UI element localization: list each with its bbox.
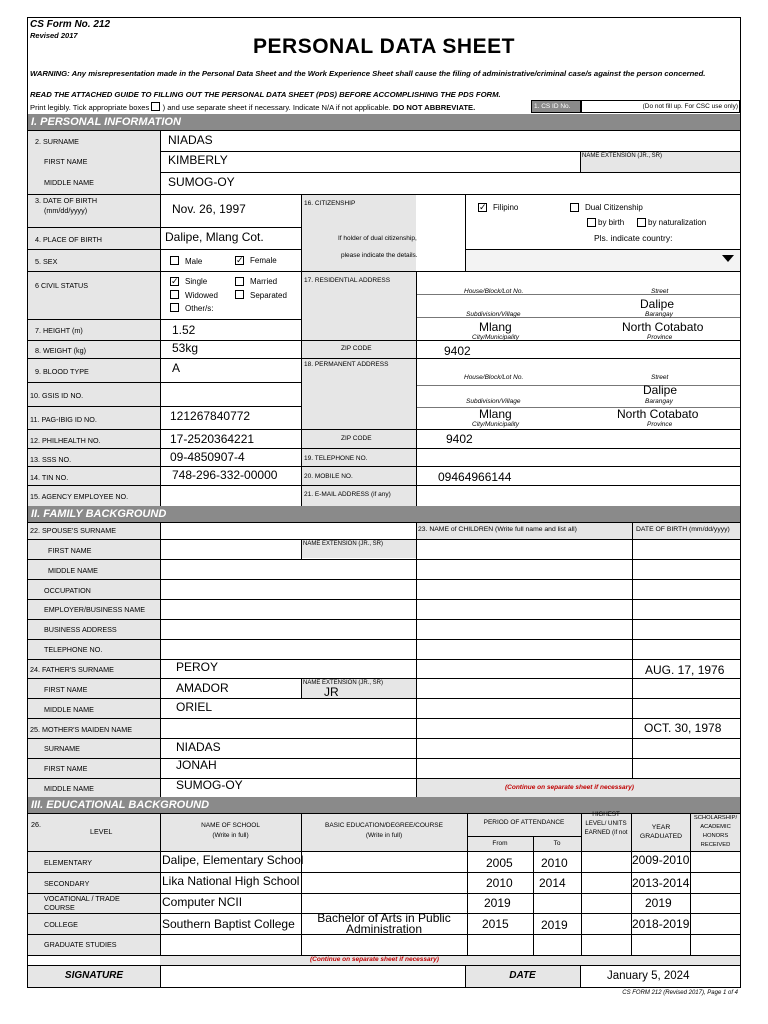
label-name-extension: NAME EXTENSION (JR., SR) [582, 153, 663, 159]
edu-header-school-sub: (Write in full) [212, 832, 249, 839]
edu-level-graduate: GRADUATE STUDIES [44, 940, 117, 949]
value-res-city[interactable]: Mlang [479, 320, 512, 334]
label-indicate-country: Pls. indicate country: [594, 233, 673, 243]
section-family-background: II. FAMILY BACKGROUND [28, 506, 740, 522]
edu-year-college[interactable]: 2018-2019 [632, 917, 690, 931]
edu-header-course: BASIC EDUCATION/DEGREE/COURSE [325, 822, 443, 829]
checkbox-filipino[interactable]: ✓ [479, 202, 487, 212]
label-separated: Separated [250, 291, 287, 300]
cs-id-label: 1. CS ID No. [531, 100, 581, 113]
label-spouse-telephone: TELEPHONE NO. [44, 645, 103, 654]
form-number: CS Form No. 212 [30, 19, 111, 30]
sub-city-perm: City/Municipality [472, 421, 519, 428]
value-perm-barangay[interactable]: Dalipe [643, 383, 678, 397]
print-legibly-text [30, 101, 475, 112]
label-weight: 8. WEIGHT (kg) [35, 346, 86, 355]
edu-number: 26. [31, 820, 41, 829]
print-legibly-a: Print legibly. Tick appropriate boxes [30, 103, 150, 112]
label-employer: EMPLOYER/BUSINESS NAME [44, 605, 146, 614]
label-mother-first: FIRST NAME [44, 764, 88, 773]
label-spouse-surname: 22. SPOUSE'S SURNAME [30, 526, 117, 535]
label-agency-employee: 15. AGENCY EMPLOYEE NO. [30, 492, 129, 501]
value-res-province[interactable]: North Cotabato [622, 320, 704, 334]
edu-year-secondary[interactable]: 2013-2014 [632, 876, 690, 890]
page-title: PERSONAL DATA SHEET [253, 35, 515, 58]
date-label: DATE [509, 970, 536, 981]
edu-from-elementary[interactable]: 2005 [486, 856, 513, 870]
edu-header-year: YEAR GRADUATED [639, 824, 683, 840]
label-male: Male [185, 257, 203, 266]
checkbox-dual[interactable] [570, 203, 579, 212]
value-surname[interactable]: NIADAS [168, 133, 213, 147]
sub-city-res: City/Municipality [472, 334, 519, 341]
label-business-address: BUSINESS ADDRESS [44, 625, 117, 634]
edu-to-elementary[interactable]: 2010 [541, 856, 568, 870]
value-blood-type[interactable]: A [172, 361, 181, 375]
edu-header-to: To [553, 840, 561, 847]
edu-from-vocational[interactable]: 2019 [484, 896, 511, 910]
label-married: Married [250, 277, 278, 286]
dual-note-1: If holder of dual citizenship, [338, 235, 417, 242]
label-filipino: Filipino [493, 203, 519, 212]
value-res-barangay[interactable]: Dalipe [640, 297, 675, 311]
label-middle-name: MIDDLE NAME [44, 178, 94, 187]
checkbox-separated[interactable] [235, 290, 244, 299]
edu-header-honors: SCHOLARSHIP/ ACADEMIC HONORS RECEIVED [693, 815, 738, 848]
edu-header-from: From [492, 840, 508, 847]
label-spouse-first: FIRST NAME [48, 546, 92, 555]
family-continue-note: (Continue on separate sheet if necessary) [505, 784, 634, 791]
dual-note-2: please indicate the details. [341, 252, 418, 259]
value-dob[interactable]: Nov. 26, 1997 [172, 202, 246, 216]
edu-school-elementary[interactable]: Dalipe, Elementary School [162, 853, 304, 867]
value-mother-surname[interactable]: NIADAS [176, 740, 221, 754]
sub-subdivision-res: Subdivision/Village [466, 311, 521, 318]
label-first-name: FIRST NAME [44, 157, 88, 166]
value-mobile[interactable]: 09464966144 [438, 470, 512, 484]
value-mother-first[interactable]: JONAH [176, 758, 217, 772]
label-sex: 5. SEX [35, 257, 58, 266]
edu-header-period: PERIOD OF ATTENDANCE [483, 819, 565, 826]
value-perm-zip[interactable]: 9402 [446, 432, 473, 446]
edu-header-level: LEVEL [90, 827, 113, 836]
label-single: Single [185, 277, 208, 286]
checkbox-male[interactable] [170, 256, 179, 265]
label-spouse-middle: MIDDLE NAME [48, 566, 98, 575]
label-by-birth: by birth [598, 218, 625, 227]
label-mother-middle: MIDDLE NAME [44, 784, 94, 793]
sub-subdivision-perm: Subdivision/Village [466, 398, 521, 405]
label-spouse-ext: NAME EXTENSION (JR., SR) [303, 541, 384, 547]
value-father-first[interactable]: AMADOR [176, 681, 229, 695]
label-mother-surname: SURNAME [44, 744, 80, 753]
value-child-dob-2[interactable]: OCT. 30, 1978 [644, 721, 722, 735]
value-father-ext[interactable]: JR [324, 685, 339, 699]
value-weight[interactable]: 53kg [172, 341, 199, 355]
edu-continue-bg [160, 955, 740, 965]
label-permanent-address: 18. PERMANENT ADDRESS [304, 361, 389, 368]
section-personal-information: I. PERSONAL INFORMATION [28, 114, 740, 130]
value-place-of-birth[interactable]: Dalipe, Mlang Cot. [165, 230, 264, 244]
edu-from-secondary[interactable]: 2010 [486, 876, 513, 890]
label-others: Other/s: [185, 304, 214, 313]
label-by-naturalization: by naturalization [648, 218, 707, 227]
label-father-middle: MIDDLE NAME [44, 705, 94, 714]
sub-street-res: Street [651, 288, 669, 295]
label-dob-format: (mm/dd/yyyy) [44, 206, 88, 215]
print-legibly-b: ) and use separate sheet if necessary. Indicate N/A if not applicable. [162, 103, 391, 112]
value-tin[interactable]: 748-296-332-00000 [172, 468, 278, 482]
value-middle-name[interactable]: SUMOG-OY [168, 175, 235, 189]
family-label-bg [28, 522, 160, 798]
value-first-name[interactable]: KIMBERLY [168, 153, 228, 167]
label-female: Female [250, 256, 277, 265]
label-perm-zip: ZIP CODE [341, 435, 372, 442]
label-father-first: FIRST NAME [44, 685, 88, 694]
read-guide-text: READ THE ATTACHED GUIDE TO FILLING OUT THE PERSONAL DATA SHEET (PDS) BEFORE ACCOMPLISHING THE PDS FORM. [30, 90, 501, 99]
sub-province-perm: Province [647, 421, 673, 428]
label-place-of-birth: 4. PLACE OF BIRTH [35, 235, 102, 244]
sub-barangay-perm: Barangay [645, 398, 673, 405]
edu-level-vocational: VOCATIONAL / TRADE COURSE [44, 894, 120, 912]
label-telephone: 19. TELEPHONE NO. [304, 455, 368, 462]
edu-course-college[interactable]: Bachelor of Arts in Public Administration [317, 911, 451, 936]
edu-continue-note: (Continue on separate sheet if necessary) [310, 956, 439, 963]
checkbox-others[interactable] [170, 303, 179, 312]
label-dual: Dual Citizenship [585, 203, 643, 212]
label-email: 21. E-MAIL ADDRESS (if any) [304, 491, 391, 498]
edu-year-elementary[interactable]: 2009-2010 [632, 853, 690, 867]
checkbox-by-naturalization[interactable] [637, 218, 646, 227]
sub-house-perm: House/Block/Lot No. [464, 374, 524, 381]
value-perm-city[interactable]: Mlang [479, 407, 512, 421]
label-child-dob: DATE OF BIRTH (mm/dd/yyyy) [636, 526, 730, 533]
tick-box-sample [151, 102, 160, 111]
page-footnote: CS FORM 212 (Revised 2017), Page 1 of 4 [622, 990, 738, 996]
edu-school-secondary[interactable]: Lika National High School [162, 874, 300, 888]
signature-field[interactable] [161, 966, 465, 987]
value-sss[interactable]: 09-4850907-4 [170, 450, 245, 464]
edu-header-highest: HIGHEST LEVEL/ UNITS EARNED (if not [584, 811, 628, 836]
sub-province-res: Province [647, 334, 673, 341]
label-philhealth: 12. PHILHEALTH NO. [30, 436, 101, 445]
label-occupation: OCCUPATION [44, 586, 91, 595]
edu-level-secondary: SECONDARY [44, 879, 90, 888]
edu-year-vocational[interactable]: 2019 [645, 896, 672, 910]
value-perm-province[interactable]: North Cotabato [617, 407, 699, 421]
label-father-ext: NAME EXTENSION (JR., SR) [303, 680, 384, 686]
chevron-down-icon[interactable] [722, 255, 734, 262]
warning-text: WARNING: Any misrepresentation made in the Personal Data Sheet and the Work Experience Sheet shall cause the filing of administrative/criminal case/s against the person concerned. [30, 69, 706, 78]
dual-country-dropdown[interactable] [465, 249, 740, 271]
label-sss: 13. SSS NO. [30, 455, 72, 464]
label-residential-address: 17. RESIDENTIAL ADDRESS [304, 277, 391, 284]
checkbox-female[interactable]: ✓ [236, 255, 244, 265]
value-philhealth[interactable]: 17-2520364221 [170, 432, 255, 446]
value-height[interactable]: 1.52 [172, 323, 196, 337]
section-educational-background: III. EDUCATIONAL BACKGROUND [28, 797, 740, 813]
sub-street-perm: Street [651, 374, 669, 381]
label-tin: 14. TIN NO. [30, 473, 69, 482]
signature-label: SIGNATURE [64, 970, 124, 981]
edu-level-college: COLLEGE [44, 920, 78, 929]
label-citizenship: 16. CITIZENSHIP [304, 200, 356, 207]
label-civil-status: 6 CIVIL STATUS [35, 281, 88, 290]
value-child-dob-1[interactable]: AUG. 17, 1976 [645, 663, 725, 677]
value-res-zip[interactable]: 9402 [444, 344, 471, 358]
label-surname: 2. SURNAME [35, 137, 79, 146]
edu-to-college[interactable]: 2019 [541, 918, 568, 932]
label-gsis: 10. GSIS ID NO. [30, 391, 84, 400]
edu-to-secondary[interactable]: 2014 [539, 876, 566, 890]
label-dob: 3. DATE OF BIRTH [35, 196, 98, 205]
checkbox-by-birth[interactable] [587, 218, 596, 227]
label-father-surname: 24. FATHER'S SURNAME [30, 665, 114, 674]
label-pagibig: 11. PAG-IBIG ID NO. [30, 415, 97, 424]
checkbox-widowed[interactable] [170, 290, 179, 299]
cs-id-field[interactable]: (Do not fill up. For CSC use only) [581, 100, 740, 113]
label-widowed: Widowed [185, 291, 218, 300]
edu-header-school: NAME OF SCHOOL [201, 822, 260, 829]
edu-school-vocational[interactable]: Computer NCII [162, 895, 243, 909]
edu-header-course-sub: (Write in full) [365, 832, 403, 839]
do-not-abbreviate: DO NOT ABBREVIATE. [392, 103, 476, 112]
label-mother-maiden: 25. MOTHER'S MAIDEN NAME [30, 725, 133, 734]
edu-school-college[interactable]: Southern Baptist College [162, 917, 295, 931]
value-father-surname[interactable]: PEROY [176, 660, 219, 674]
value-mother-middle[interactable]: SUMOG-OY [176, 778, 243, 792]
sub-house-res: House/Block/Lot No. [464, 288, 524, 295]
label-height: 7. HEIGHT (m) [35, 326, 83, 335]
edu-from-college[interactable]: 2015 [482, 917, 509, 931]
label-blood-type: 9. BLOOD TYPE [35, 367, 89, 376]
sub-barangay-res: Barangay [645, 311, 673, 318]
checkbox-single[interactable]: ✓ [171, 276, 179, 286]
value-pagibig[interactable]: 121267840772 [170, 409, 251, 423]
date-value[interactable]: January 5, 2024 [607, 970, 690, 982]
form-revised: Revised 2017 [30, 31, 78, 40]
label-mobile: 20. MOBILE NO. [304, 473, 353, 480]
label-res-zip: ZIP CODE [341, 345, 372, 352]
value-father-middle[interactable]: ORIEL [176, 700, 213, 714]
label-children: 23. NAME of CHILDREN (Write full name and list all) [418, 526, 577, 533]
checkbox-married[interactable] [235, 277, 244, 286]
edu-level-elementary: ELEMENTARY [44, 858, 93, 867]
